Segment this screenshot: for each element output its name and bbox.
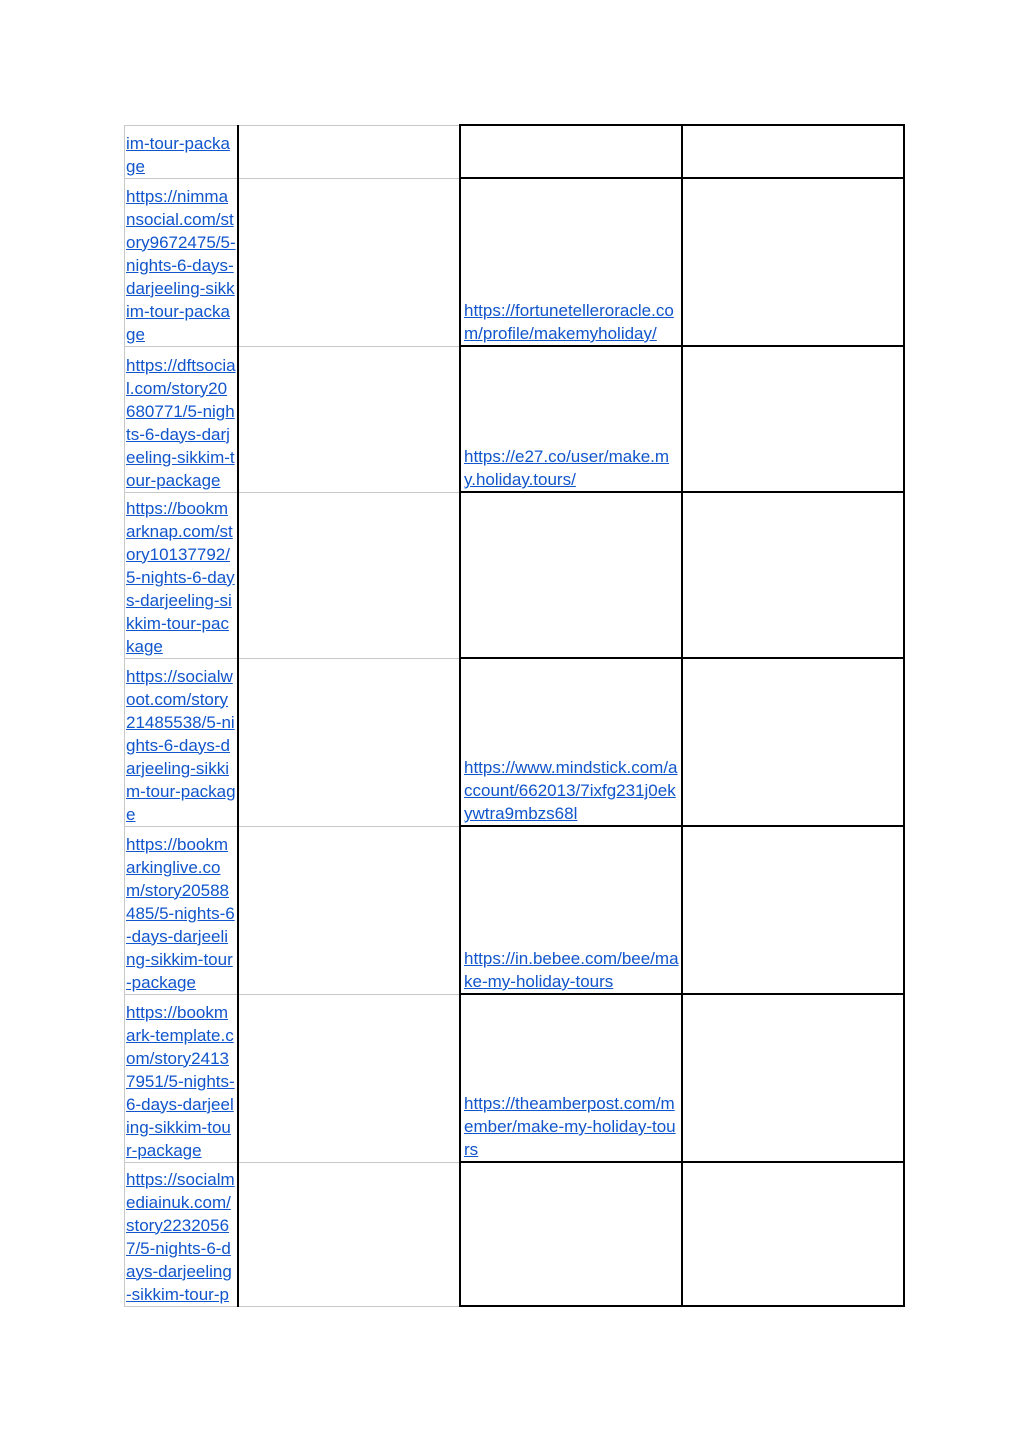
table-cell xyxy=(238,1162,460,1306)
table-cell xyxy=(125,125,239,178)
profile-link[interactable]: https://in.bebee.com/bee/make-my-holiday-tours xyxy=(464,949,679,991)
table-cell xyxy=(460,658,682,826)
bookmark-link[interactable]: https://socialwoot.com/story21485538/5-nights-6-days-darjeeling-sikkim-tour-package xyxy=(126,666,236,824)
table-cell xyxy=(238,125,460,178)
profile-link[interactable]: https://e27.co/user/make.my.holiday.tours/ xyxy=(464,447,670,489)
table-cell xyxy=(460,994,682,1162)
bookmark-link[interactable]: https://nimmansocial.com/story9672475/5-nights-6-days-darjeeling-sikkim-tour-package xyxy=(126,186,236,344)
table-cell xyxy=(460,1162,682,1306)
bookmark-link[interactable]: https://bookmarkinglive.com/story20588485/5-nights-6-days-darjeeling-sikkim-tour-package xyxy=(126,834,235,992)
links-table xyxy=(124,124,905,1307)
table-row xyxy=(125,994,905,1162)
table-cell xyxy=(125,658,239,826)
table-cell xyxy=(238,346,460,492)
table-row xyxy=(125,178,905,346)
table-cell xyxy=(682,658,904,826)
table-cell xyxy=(125,178,239,346)
table-cell xyxy=(460,346,682,492)
table-cell xyxy=(682,346,904,492)
table-row xyxy=(125,658,905,826)
table-row xyxy=(125,346,905,492)
table-row xyxy=(125,492,905,658)
table-cell xyxy=(682,1162,904,1306)
table-cell xyxy=(460,492,682,658)
table-cell xyxy=(238,994,460,1162)
table-cell xyxy=(125,994,239,1162)
table-cell xyxy=(125,346,239,492)
profile-link[interactable]: https://fortunetelleroracle.com/profile/makemyholiday/ xyxy=(464,301,674,343)
table-cell xyxy=(682,492,904,658)
table-cell xyxy=(125,826,239,994)
table-cell xyxy=(460,178,682,346)
table-cell xyxy=(238,658,460,826)
table-cell xyxy=(682,826,904,994)
table-cell xyxy=(682,994,904,1162)
table-cell xyxy=(460,125,682,178)
bookmark-link[interactable]: https://bookmarknap.com/story10137792/5-nights-6-days-darjeeling-sikkim-tour-package xyxy=(126,498,235,656)
table-cell xyxy=(238,492,460,658)
bookmark-link[interactable]: https://dftsocial.com/story20680771/5-nights-6-days-darjeeling-sikkim-tour-package xyxy=(126,355,236,490)
profile-link[interactable]: https://www.mindstick.com/account/662013/7ixfg231j0ekywtra9mbzs68l xyxy=(464,758,678,823)
table-cell xyxy=(238,178,460,346)
table-cell xyxy=(682,125,904,178)
table-cell xyxy=(460,826,682,994)
profile-link[interactable]: https://theamberpost.com/member/make-my-holiday-tours xyxy=(464,1094,676,1159)
table-row xyxy=(125,125,905,178)
table-cell xyxy=(682,178,904,346)
bookmark-link[interactable]: im-tour-package xyxy=(126,133,230,176)
bookmark-link[interactable]: https://socialmediainuk.com/story22320567/5-nights-6-days-darjeeling-sikkim-tour-p xyxy=(126,1169,235,1304)
table-row xyxy=(125,1162,905,1306)
table-cell xyxy=(125,1162,239,1306)
table-row xyxy=(125,826,905,994)
bookmark-link[interactable]: https://bookmark-template.com/story24137951/5-nights-6-days-darjeeling-sikkim-tour-package xyxy=(126,1002,235,1160)
table-cell xyxy=(125,492,239,658)
table-cell xyxy=(238,826,460,994)
